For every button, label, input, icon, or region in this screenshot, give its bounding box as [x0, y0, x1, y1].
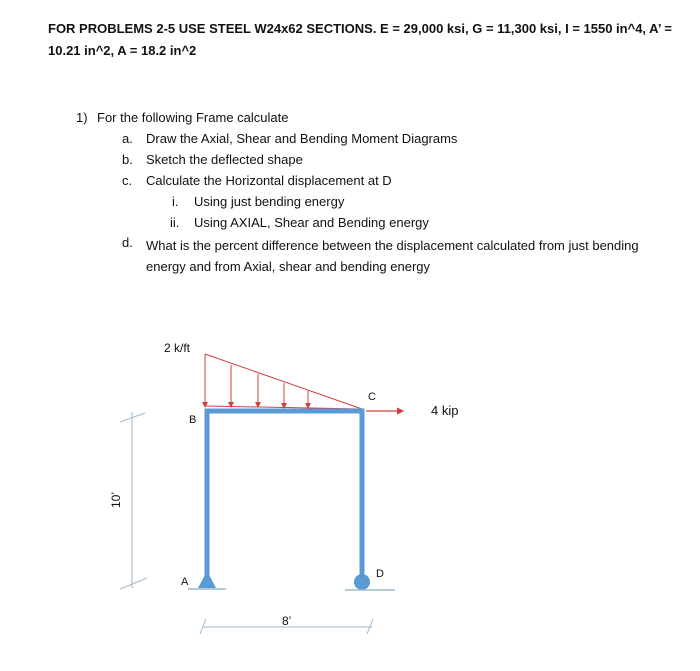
item-c-marker: c. [122, 173, 133, 188]
force-label: 4 kip [431, 403, 459, 418]
span-label: 8’ [282, 614, 292, 628]
roller-circle [354, 574, 370, 590]
node-label-d: D [376, 568, 384, 580]
item-b-marker: b. [122, 152, 133, 167]
node-label-a: A [181, 576, 189, 588]
item-a-marker: a. [122, 131, 133, 146]
height-label: 10’ [109, 491, 123, 508]
load-label: 2 k/ft [164, 341, 191, 355]
item-a-text: Draw the Axial, Shear and Bending Moment Diagrams [146, 131, 458, 146]
subitem-i-marker: i. [172, 194, 179, 209]
header-line-2: 10.21 in^2, A = 18.2 in^2 [48, 43, 197, 58]
frame-members [205, 411, 365, 580]
pin-support-triangle [198, 571, 216, 588]
height-dimension [120, 412, 147, 589]
subitem-ii-text: Using AXIAL, Shear and Bending energy [194, 215, 429, 230]
subitem-i-text: Using just bending energy [194, 194, 345, 209]
item-d-text: What is the percent difference between the displacement calculated from just bending energy and from Axial, shear and bending energy [146, 238, 639, 274]
item-b-text: Sketch the deflected shape [146, 152, 303, 167]
roller-support-d [345, 574, 395, 590]
item-d-marker: d. [122, 235, 133, 250]
node-label-b: B [189, 414, 197, 426]
distributed-load [205, 354, 362, 409]
node-label-c: C [368, 391, 376, 403]
header-line-1: FOR PROBLEMS 2-5 USE STEEL W24x62 SECTIONS. E = 29,000 ksi, G = 11,300 ksi, I = 1550 in^4, A’ = [48, 21, 672, 36]
problem-stem: For the following Frame calculate [97, 110, 289, 125]
pin-support-a [188, 571, 226, 589]
subitem-ii-marker: ii. [170, 215, 180, 230]
item-c-text: Calculate the Horizontal displacement at D [146, 173, 392, 188]
height-dim-tick-bottom [120, 578, 147, 589]
problem-number: 1) [76, 110, 88, 125]
